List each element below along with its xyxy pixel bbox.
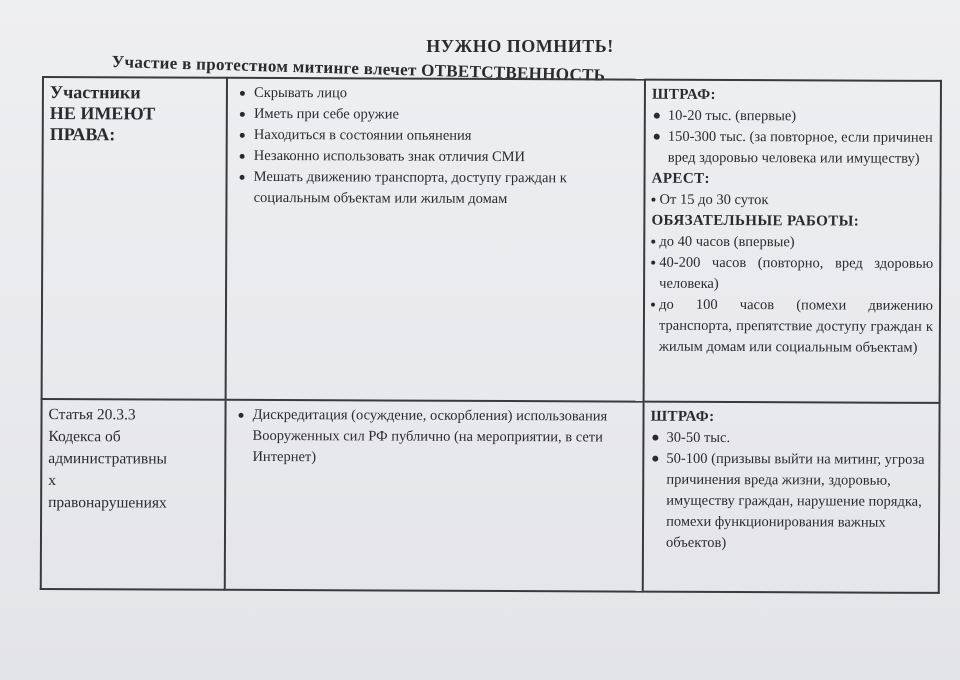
row2-left-line: Статья 20.3.3	[48, 406, 136, 424]
row2-left-cell	[41, 399, 226, 590]
row1-prohibitions-cell	[226, 78, 645, 402]
list-item: 10-20 тыс. (впервые)	[652, 106, 934, 128]
list-item: Дискредитация (осуждение, оскорбления) использования Вооруженных сил РФ публично (на мероприятии, в сети Интернет)	[232, 405, 636, 470]
list-item: 40-200 часов (повторно, вред здоровью человека)	[651, 253, 933, 296]
list-item: Находиться в состоянии опьянения	[234, 125, 638, 148]
row2-left-line: х	[48, 472, 57, 490]
list-item: 150-300 тыс. (за повторное, если причинен вред здоровью человека или имуществу)	[652, 127, 934, 170]
prohibitions-list	[234, 83, 638, 211]
list-item: Скрывать лицо	[234, 83, 638, 106]
row2-left-line: Кодекса об	[48, 428, 121, 446]
list-item: Мешать движению транспорта, доступу граждан к социальным объектам или жилым домам	[234, 167, 638, 211]
row2-penalties-cell	[643, 402, 940, 593]
row1-left-line: ПРАВА:	[49, 124, 116, 145]
responsibility-table	[40, 76, 942, 594]
document-title: НУЖНО ПОМНИТЬ!	[426, 36, 614, 56]
works-heading: ОБЯЗАТЕЛЬНЫЕ РАБОТЫ:	[651, 212, 860, 230]
arrest-list	[652, 190, 934, 212]
list-item: От 15 до 30 суток	[652, 190, 934, 212]
list-item: 30-50 тыс.	[650, 428, 932, 450]
list-item: до 100 часов (помехи движению транспорта, препятствие доступу граждан к жилым домам или социальным объектам)	[651, 295, 933, 359]
list-item: до 40 часов (впервые)	[651, 232, 933, 254]
fines-list	[652, 106, 934, 170]
table-row	[42, 77, 941, 403]
table-row	[41, 399, 940, 593]
fine-heading: ШТРАФ:	[651, 86, 716, 103]
document-subtitle: Участие в протестном митинге влечет ОТВЕТСТВЕННОСТЬ	[111, 52, 606, 85]
works-list	[651, 232, 933, 359]
row1-penalties-cell	[644, 80, 941, 403]
row1-left-cell	[42, 77, 228, 400]
offense-list	[232, 405, 636, 470]
row2-left-line: административны	[48, 450, 168, 468]
list-item: 50-100 (призывы выйти на митинг, угроза причинения вреда жизни, здоровью, имуществу граждан, нарушение порядка, помехи функционирования важных объектов)	[650, 449, 932, 555]
list-item: Незаконно использовать знак отличия СМИ	[234, 146, 638, 169]
arrest-heading: АРЕСТ:	[651, 170, 710, 187]
row1-left-line: Участники	[49, 82, 141, 103]
row2-left-line: правонарушениях	[48, 494, 167, 512]
list-item: Иметь при себе оружие	[234, 104, 638, 127]
fines-list	[650, 428, 932, 555]
row1-left-line: НЕ ИМЕЮТ	[49, 103, 156, 124]
row2-offense-cell	[225, 400, 644, 592]
fine-heading: ШТРАФ:	[650, 408, 715, 425]
